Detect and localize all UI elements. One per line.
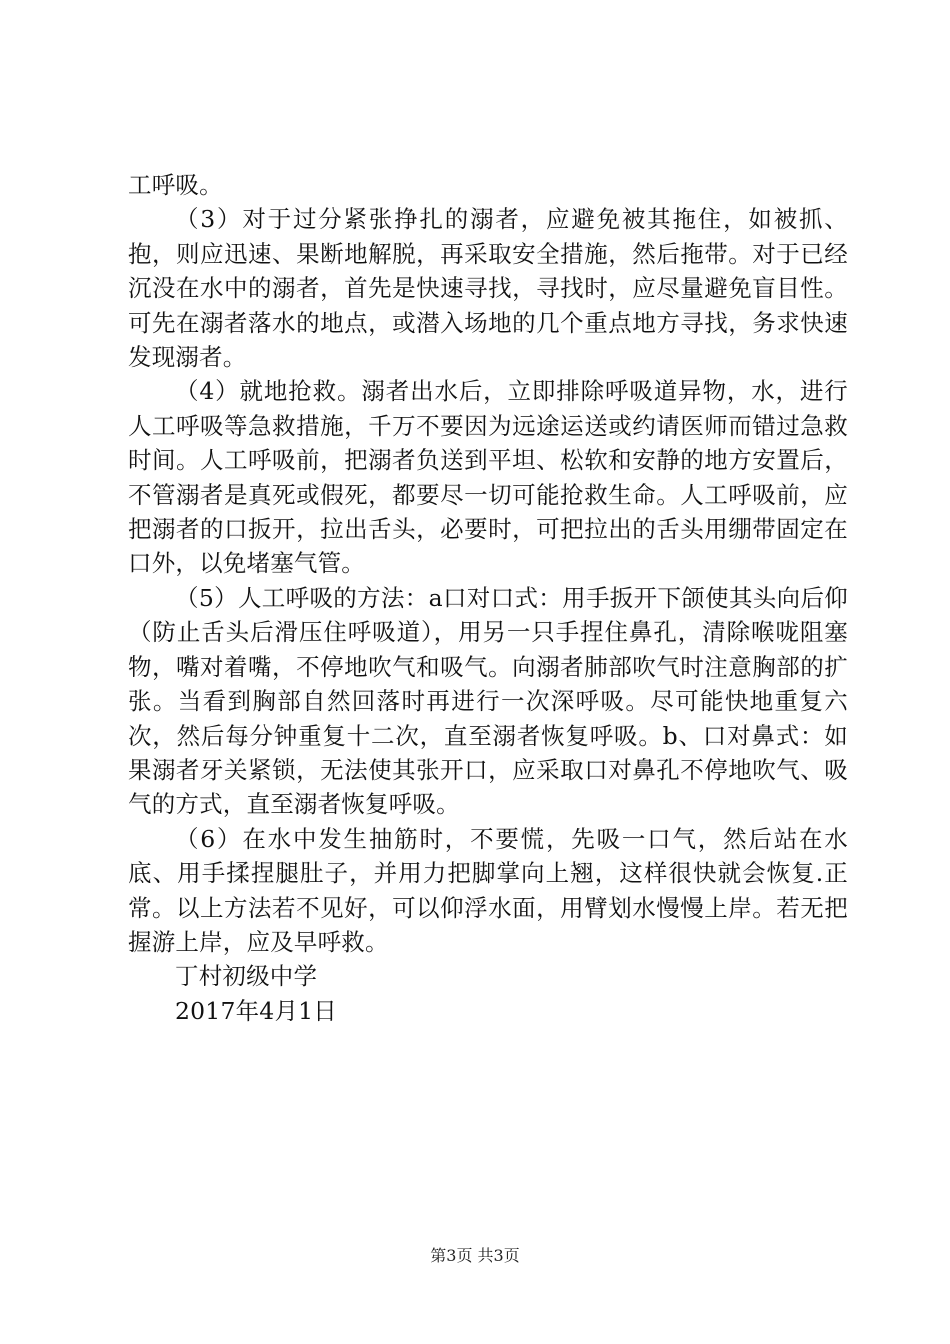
- paragraph-item-6: （6）在水中发生抽筋时，不要慌，先吸一口气，然后站在水底、用手揉捏腿肚子，并用力把脚掌向上翘，这样很快就会恢复.正常。以上方法若不见好，可以仰浮水面，用臂划水慢慢上岸。若无把握游上岸，应及早呼救。: [128, 824, 848, 956]
- paragraph-item-5: （5）人工呼吸的方法：a口对口式：用手扳开下颌使其头向后仰（防止舌头后滑压住呼吸道），用另一只手捏住鼻孔，清除喉咙阻塞物，嘴对着嘴，不停地吹气和吸气。向溺者肺部吹气时注意胸部的扩张。当看到胸部自然回落时再进行一次深呼吸。尽可能快地重复六次，然后每分钟重复十二次，直至溺者恢复呼吸。b、口对鼻式：如果溺者牙关紧锁，无法使其张开口，应采取口对鼻孔不停地吹气、吸气的方式，直至溺者恢复呼吸。: [128, 583, 848, 819]
- signature-date: 2017年4月1日: [175, 996, 338, 1025]
- paragraph-continuation: 工呼吸。: [128, 171, 223, 199]
- page-footer: [0, 1246, 950, 1266]
- paragraph-item-4: （4）就地抢救。溺者出水后，立即排除呼吸道异物，水，进行人工呼吸等急救措施，千万不要因为远途运送或约请医师而错过急救时间。人工呼吸前，把溺者负送到平坦、松软和安静的地方安置后，不管溺者是真死或假死，都要尽一切可能抢救生命。人工呼吸前，应把溺者的口扳开，拉出舌头，必要时，可把拉出的舌头用绷带固定在口外，以免堵塞气管。: [128, 377, 848, 578]
- page-number-label: 第3页 共3页: [430, 1246, 520, 1265]
- signature-organization: 丁村初级中学: [175, 962, 318, 991]
- paragraph-item-3: （3）对于过分紧张挣扎的溺者，应避免被其拖住，如被抓、抱，则应迅速、果断地解脱，再采取安全措施，然后拖带。对于已经沉没在水中的溺者，首先是快速寻找，寻找时，应尽量避免盲目性。可先在溺者落水的地点，或潜入场地的几个重点地方寻找，务求快速发现溺者。: [128, 205, 848, 372]
- document-body: [128, 168, 848, 1028]
